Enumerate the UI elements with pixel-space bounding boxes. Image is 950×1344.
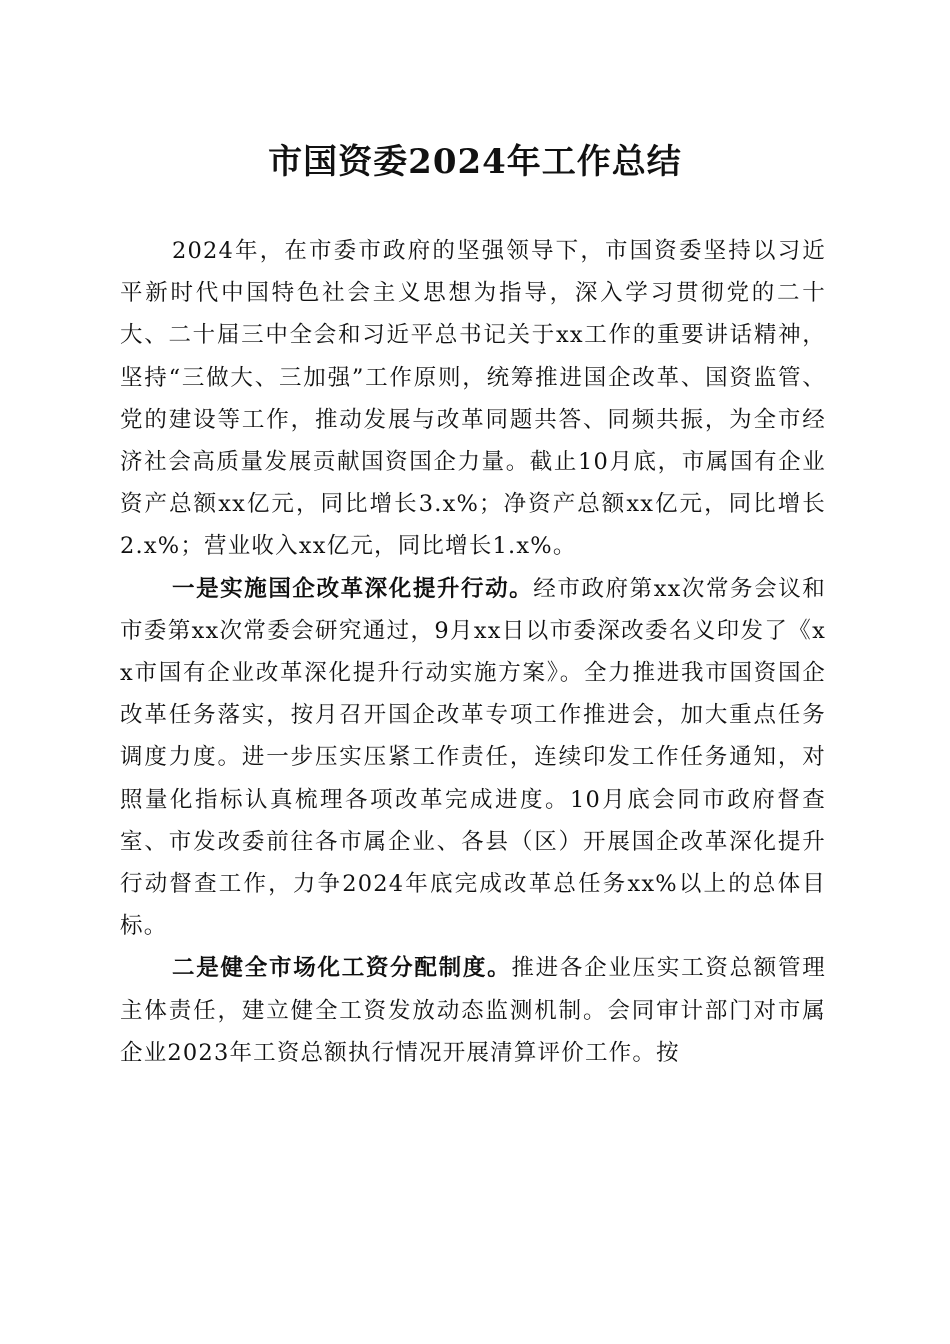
paragraph-text: 推进各企业压实工资总额管理主体责任，建立健全工资发放动态监测机制。会同审计部门对市属企业2023年工资总额执行情况开展清算评价工作。按 — [120, 955, 826, 1066]
paragraph-lead: 二是健全市场化工资分配制度。 — [172, 955, 512, 982]
document-title: 市国资委2024年工作总结 — [268, 142, 682, 182]
paragraph-reform — [120, 568, 826, 948]
paragraph-wages — [120, 947, 826, 1074]
paragraph-intro — [120, 230, 826, 568]
paragraph-lead: 一是实施国企改革深化提升行动。 — [172, 575, 534, 602]
paragraph-text: 经市政府第xx次常务会议和市委第xx次常委会研究通过，9月xx日以市委深改委名义印发了《xx市国有企业改革深化提升行动实施方案》。全力推进我市国资国企改革任务落实，按月召开国企改革专项工作推进会，加大重点任务调度力度。进一步压实压紧工作责任，连续印发工作任务通知，对照量化指标认真梳理各项改革完成进度。10月底会同市政府督查室、市发改委前往各市属企业、各县（区）开展国企改革深化提升行动督查工作，力争2024年底完成改革总任务xx%以上的总体目标。 — [120, 575, 826, 940]
document-body — [120, 230, 826, 1074]
paragraph-text: 2024年，在市委市政府的坚强领导下，市国资委坚持以习近平新时代中国特色社会主义思想为指导，深入学习贯彻党的二十大、二十届三中全会和习近平总书记关于xx工作的重要讲话精神，坚持“三做大、三加强”工作原则，统筹推进国企改革、国资监管、党的建设等工作，推动发展与改革同题共答、同频共振，为全市经济社会高质量发展贡献国资国企力量。截止10月底，市属国有企业资产总额xx亿元，同比增长3.x%；净资产总额xx亿元，同比增长2.x%；营业收入xx亿元，同比增长1.x%。 — [120, 238, 826, 560]
